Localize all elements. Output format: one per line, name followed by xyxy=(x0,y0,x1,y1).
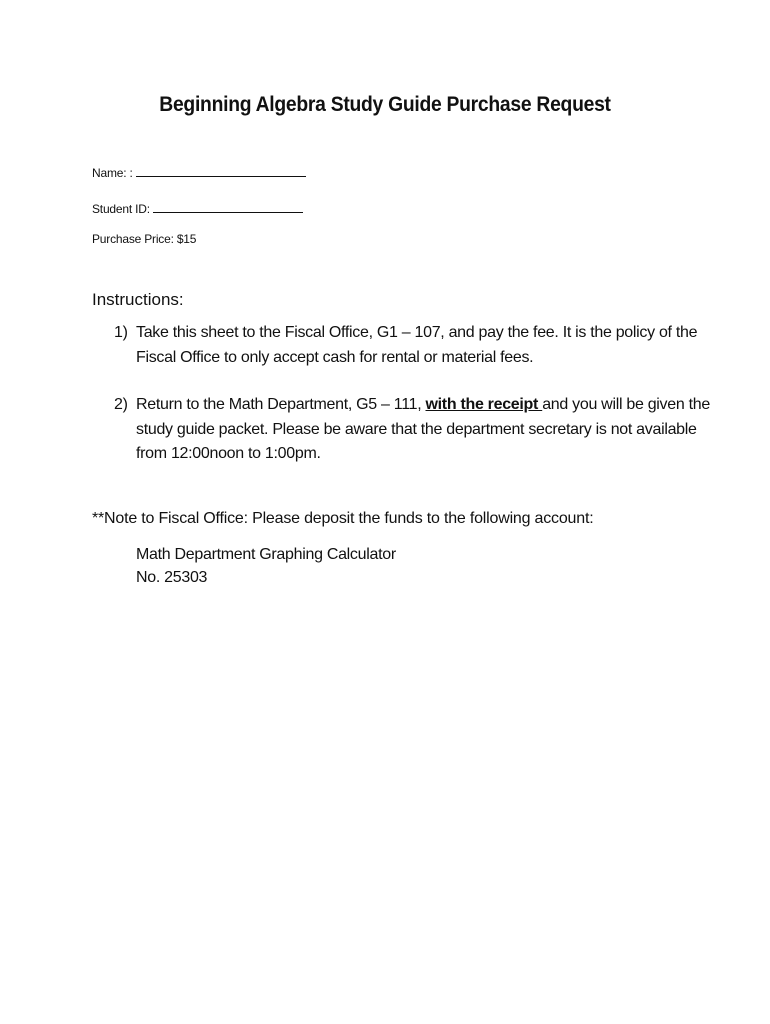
student-id-blank-line xyxy=(153,211,303,213)
instruction-text: Take this sheet to the Fiscal Office, G1 – 107, and pay the fee. It is the policy of the Fiscal Office to only accept cash for rental or material fees. xyxy=(136,324,698,366)
account-number: No. 25303 xyxy=(136,569,208,586)
student-id-field xyxy=(92,202,303,216)
instruction-number: 1) xyxy=(114,324,128,341)
instructions-heading: Instructions: xyxy=(92,290,184,309)
page-title: Beginning Algebra Study Guide Purchase Request xyxy=(159,93,611,116)
instruction-text-after: and you will be given the study guide packet. Please be aware that the department secretary is not available from 12:00noon to 1:00pm. xyxy=(136,396,710,462)
receipt-emphasis: with the receipt xyxy=(425,396,543,413)
name-field xyxy=(92,166,306,180)
account-name: Math Department Graphing Calculator xyxy=(136,546,396,563)
fiscal-office-note: **Note to Fiscal Office: Please deposit the funds to the following account: xyxy=(92,510,594,527)
instruction-text xyxy=(136,393,716,467)
name-label: Name: : xyxy=(92,166,133,180)
account-info xyxy=(136,543,396,589)
student-id-label: Student ID: xyxy=(92,202,150,216)
instruction-text-before: Return to the Math Department, G5 – 111, xyxy=(136,396,426,413)
purchase-price: Purchase Price: $15 xyxy=(92,232,197,246)
instruction-number: 2) xyxy=(114,396,128,413)
name-blank-line xyxy=(136,175,306,177)
